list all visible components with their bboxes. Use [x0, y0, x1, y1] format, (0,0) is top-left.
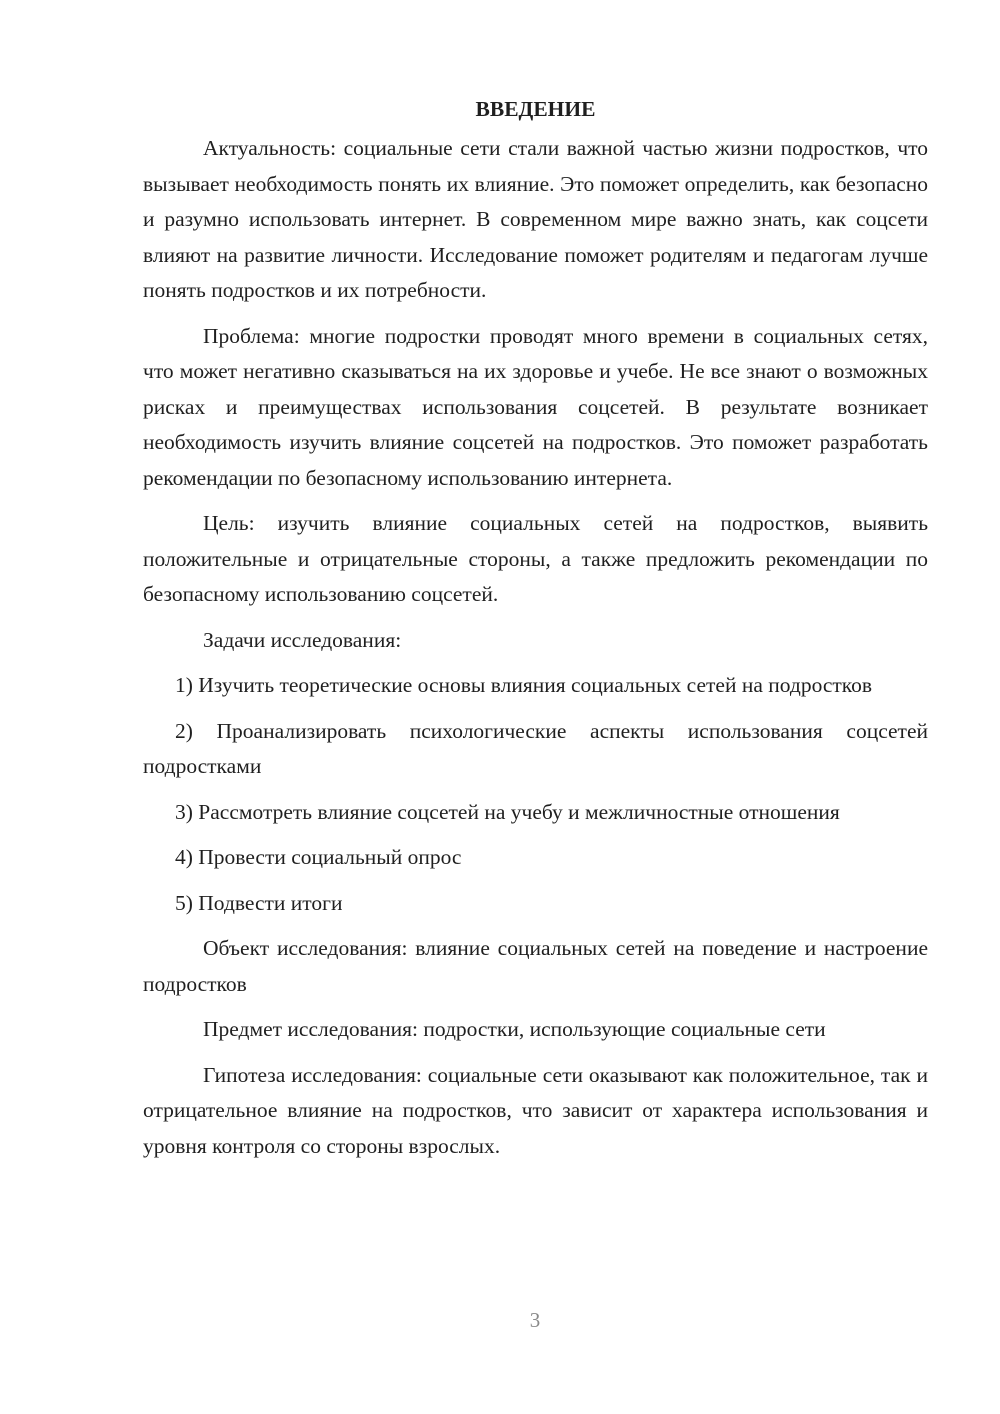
- page-number: 3: [529, 1308, 541, 1332]
- section-title: ВВЕДЕНИЕ: [475, 97, 596, 121]
- task-item: 4) Провести социальный опрос: [175, 845, 462, 869]
- goal-paragraph: Цель: изучить влияние социальных сетей на подростков, выявить положительные и отрицательные стороны, а также предложить рекомендации по безопасному использованию соцсетей.: [143, 511, 928, 606]
- task-item: 2) Проанализировать психологические аспекты использования соцсетей подростками: [143, 718, 928, 778]
- object-paragraph: Объект исследования: влияние социальных сетей на поведение и настроение подростков: [143, 936, 928, 996]
- hypothesis-paragraph: Гипотеза исследования: социальные сети оказывают как положительное, так и отрицательное влияние на подростков, что зависит от характера использования и уровня контроля со стороны взрослых.: [143, 1062, 928, 1158]
- subject-paragraph: Предмет исследования: подростки, использующие социальные сети: [203, 1017, 826, 1041]
- problem-paragraph: Проблема: многие подростки проводят много времени в социальных сетях, что может негативно сказываться на их здоровье и учебе. Не все знают о возможных рисках и преимуществах использования соцсетей. В результате возникает необходимость изучить влияние соцсетей на подростков. Это поможет разработать рекомендации по безопасному использованию интернета.: [143, 323, 928, 490]
- tasks-heading: Задачи исследования:: [203, 627, 402, 652]
- relevance-paragraph: Актуальность: социальные сети стали важной частью жизни подростков, что вызывает необходимость понять их влияние. Это поможет определить, как безопасно и разумно использовать интернет. В современном мире важно знать, как соцсети влияют на развитие личности. Исследование поможет родителям и педагогам лучше понять подростков и их потребности.: [143, 136, 928, 302]
- task-item: 3) Рассмотреть влияние соцсетей на учебу и межличностные отношения: [175, 799, 840, 824]
- task-item: 5) Подвести итоги: [175, 890, 343, 915]
- task-item: 1) Изучить теоретические основы влияния социальных сетей на подростков: [175, 673, 873, 697]
- document-page: [143, 88, 928, 1164]
